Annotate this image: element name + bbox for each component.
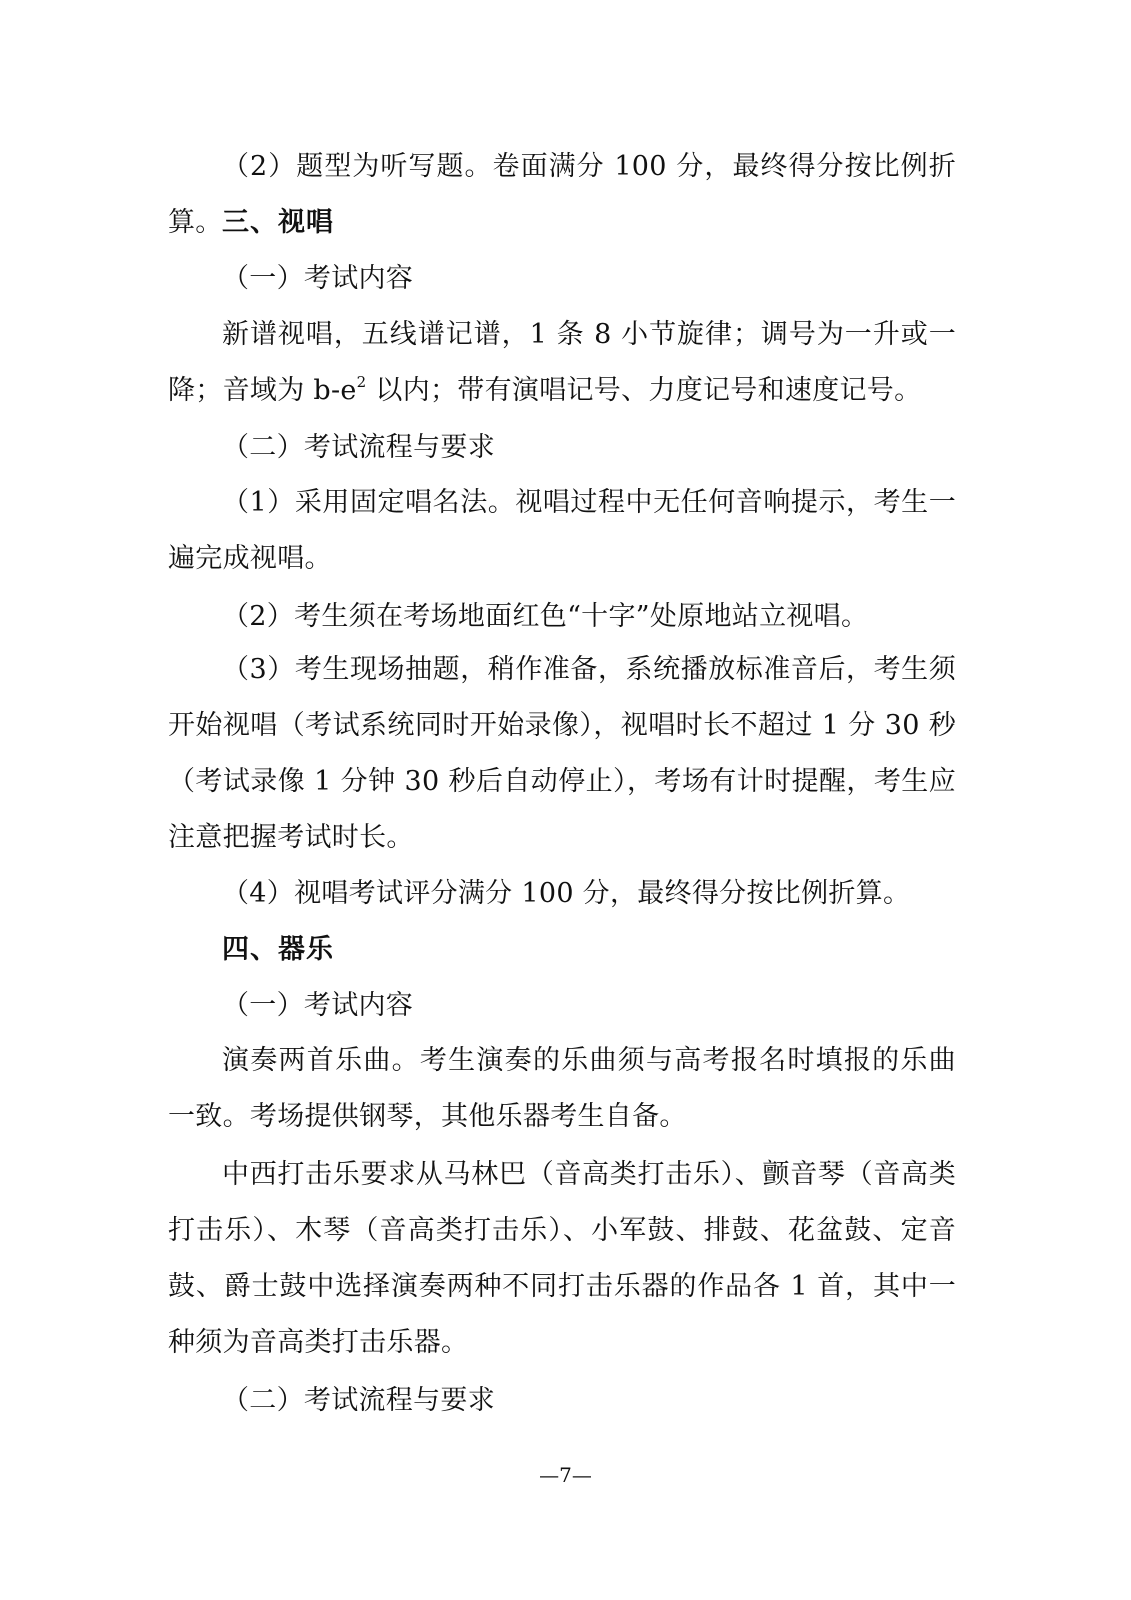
section-heading-sight-singing: 三、视唱 [222, 207, 334, 238]
sight-singing-content-paragraph [168, 307, 956, 419]
percussion-requirement-paragraph: 中西打击乐要求从马林巴（音高类打击乐）、颤音琴（音高类打击乐）、木琴（音高类打击乐）、小军鼓、排鼓、花盆鼓、定音鼓、爵士鼓中选择演奏两种不同打击乐器的作品各 1 首，其中一种须为音高类打击乐器。 [168, 1159, 956, 1358]
superscript-2: 2 [356, 373, 367, 391]
page-number: —7— [539, 1463, 592, 1487]
requirement-4-paragraph: （4）视唱考试评分满分 100 分，最终得分按比例折算。 [222, 878, 911, 909]
subheading-exam-process-2: （二）考试流程与要求 [222, 1385, 495, 1416]
requirement-3-paragraph: （3）考生现场抽题，稍作准备，系统播放标准音后，考生须开始视唱（考试系统同时开始录像），视唱时长不超过 1 分 30 秒（考试录像 1 分钟 30 秒后自动停止），考场有计时提醒，考生应注意把握考试时长。 [168, 654, 956, 853]
subheading-exam-process: （二）考试流程与要求 [222, 432, 495, 463]
content-text-b: 以内；带有演唱记号、力度记号和速度记号。 [366, 375, 922, 406]
section-heading-instrumental: 四、器乐 [222, 934, 334, 965]
subheading-exam-content: （一）考试内容 [222, 263, 414, 294]
exam-type-paragraph: （2）题型为听写题。卷面满分 100 分，最终得分按比例折算。 [168, 151, 956, 238]
instrumental-content-paragraph: 演奏两首乐曲。考生演奏的乐曲须与高考报名时填报的乐曲一致。考场提供钢琴，其他乐器考生自备。 [168, 1045, 956, 1132]
subheading-exam-content-2: （一）考试内容 [222, 990, 414, 1021]
requirement-1-paragraph: （1）采用固定唱名法。视唱过程中无任何音响提示，考生一遍完成视唱。 [168, 487, 956, 574]
requirement-2-paragraph: （2）考生须在考场地面红色“十字”处原地站立视唱。 [222, 601, 869, 632]
content-text-a: 新谱视唱，五线谱记谱，1 条 8 小节旋律；调号为一升或一降；音域为 b-e [168, 319, 956, 406]
